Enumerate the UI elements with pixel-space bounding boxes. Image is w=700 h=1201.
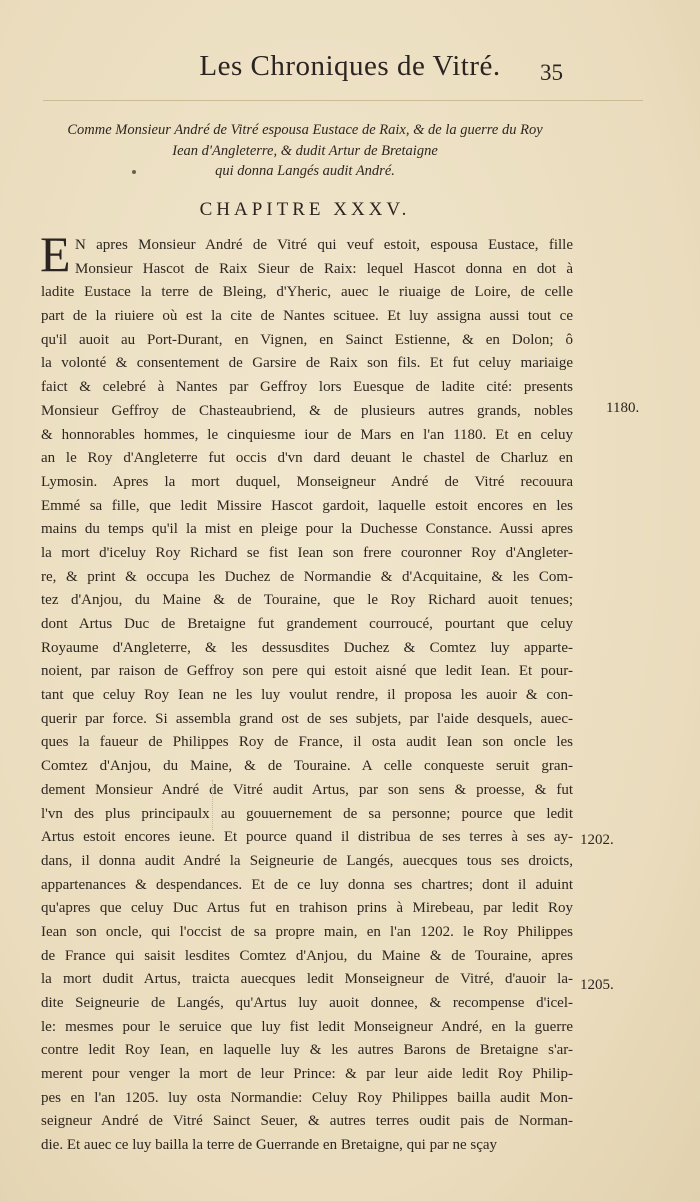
text-line: appartenances & despendances. Et de ce luy donna ses chartres; dont il aduint [41, 876, 573, 893]
text-line: l'vn des plus principaulx au gouuernement de sa personne; pource que ledit [41, 805, 573, 822]
chapter-summary [40, 120, 570, 182]
body-text [40, 226, 573, 1158]
running-title: Les Chroniques de Vitré. [199, 50, 501, 82]
text-line: re, & print & occupa les Duchez de Normandie & d'Acquitaine, & les Com- [41, 568, 573, 585]
text-line: ladite Eustace la terre de Bleing, d'Yheric, auec le riuaige de Loire, de celle [41, 284, 573, 301]
text-line: Emmé sa fille, que ledit Missire Hascot gardoit, laquelle estoit encores en les [41, 497, 573, 514]
page-number: 35 [540, 60, 563, 85]
margin-date: 1205. [580, 977, 614, 993]
text-line: tant que celuy Roy Iean ne les luy voulut rendre, il proposa les auoir & con- [41, 687, 573, 704]
text-line: ques la faueur de Philippes Roy de France, il osta audit Iean son oncle les [41, 734, 573, 751]
text-line: mains du temps qu'il la mist en pleige pour la Duchesse Constance. Aussi apres [41, 521, 573, 538]
text-line: faict & celebré à Nantes par Geffroy lors Euesque de ladite cité: presents [41, 379, 573, 396]
text-line: Lymosin. Apres la mort duquel, Monseigneur André de Vitré recouura [41, 473, 573, 490]
text-line: noient, par raison de Geffroy son pere qui estoit aisné que ledit Iean. Et pour- [41, 663, 573, 680]
text-line: la volonté & consentement de Garsire de Raix son fils. Et fut celuy mariaige [41, 355, 573, 372]
text-line: la mort dudit Artus, traicta auecques ledit Monseigneur de Vitré, d'auoir la- [41, 971, 573, 988]
ink-dot [132, 170, 136, 174]
text-line: Monsieur Hascot de Raix Sieur de Raix: lequel Hascot donna en dot à [75, 260, 573, 277]
text-line: qu'il auoit au Port-Durant, en Vignen, en Sainct Estienne, & en Dolon; ô [41, 331, 573, 348]
summary-line: qui donna Langés audit André. [215, 163, 395, 179]
margin-date: 1180. [606, 400, 640, 416]
text-line: querir par force. Si assembla grand ost de ses subjets, par l'aide desquels, auec- [41, 710, 573, 727]
text-line: Monsieur Geffroy de Chasteaubriend, & de plusieurs autres grands, nobles [41, 402, 573, 419]
text-line: Comtez d'Anjou, du Maine, & de Touraine. A celle conqueste seruit gran- [41, 758, 573, 775]
text-line: tez d'Anjou, du Maine & de Touraine, que le Roy Richard auoit tenues; [41, 592, 573, 609]
text-line: Iean son oncle, qui l'occist de sa propre main, en l'an 1202. le Roy Philippes [41, 923, 573, 940]
margin-date: 1202. [580, 832, 614, 848]
text-line: qu'apres que celuy Duc Artus fut en trahison prins à Mirebeau, par ledit Roy [41, 900, 573, 917]
text-line: merent pour venger la mort de leur Prince: & par leur aide ledit Roy Philip- [41, 1066, 573, 1083]
text-line: pes en l'an 1205. luy osta Normandie: Celuy Roy Philippes bailla audit Mon- [41, 1089, 573, 1106]
text-line: an le Roy d'Angleterre fut occis d'vn dard deuant le chastel de Charluz en [41, 450, 573, 467]
text-line: dont Artus Duc de Bretaigne fut grandement courroucé, pourtant que celuy [41, 616, 573, 632]
text-line: dite Seigneurie de Langés, qu'Artus luy auoit donnee, & recompense d'icel- [41, 995, 573, 1011]
text-line: N apres Monsieur André de Vitré qui veuf estoit, espousa Eustace, fille [75, 237, 573, 253]
text-line: dement Monsieur André de Vitré audit Artus, par son sens & proesse, & fut [41, 781, 573, 798]
text-line: & honnorables hommes, le cinquiesme iour de Mars en l'an 1180. Et en celuy [41, 426, 573, 443]
drop-capital: E [40, 226, 71, 282]
text-line: dans, il donna audit André la Seigneurie de Langés, auecques tous ses droicts, [41, 852, 573, 869]
text-line: le: mesmes pour le seruice que luy fist ledit Monseigneur André, en la guerre [41, 1018, 573, 1035]
text-line: de France qui saisit lesdites Comtez d'Anjou, du Maine & de Touraine, apres [41, 947, 573, 964]
text-line: contre ledit Roy Iean, en laquelle luy & les autres Barons de Bretaigne s'ar- [41, 1042, 573, 1059]
header-rule [43, 100, 643, 102]
page-crease [212, 780, 214, 830]
chapter-title: CHAPITRE XXXV. [199, 199, 411, 220]
text-line: seigneur André de Vitré Sainct Seuer, & autres terres oudit pais de Norman- [41, 1113, 573, 1130]
text-line: Artus estoit encores ieune. Et pource quand il distribua de ses terres à ses ay- [41, 829, 573, 846]
text-line: Royaume d'Angleterre, & les dessusdites Duchez & Comtez luy apparte- [41, 639, 573, 656]
text-line: la mort d'iceluy Roy Richard se fist Iean son frere couronner Roy d'Angleter- [41, 544, 573, 561]
text-line: die. Et auec ce luy bailla la terre de Guerrande en Bretaigne, qui par ne sçay [41, 1137, 498, 1154]
text-line: part de la riuiere où est la cite de Nantes scituee. Et luy assigna aussi tout ce [41, 308, 573, 325]
summary-line: Iean d'Angleterre, & dudit Artur de Bretaigne [172, 142, 438, 159]
summary-line: Comme Monsieur André de Vitré espousa Eustace de Raix, & de la guerre du Roy [67, 122, 543, 138]
